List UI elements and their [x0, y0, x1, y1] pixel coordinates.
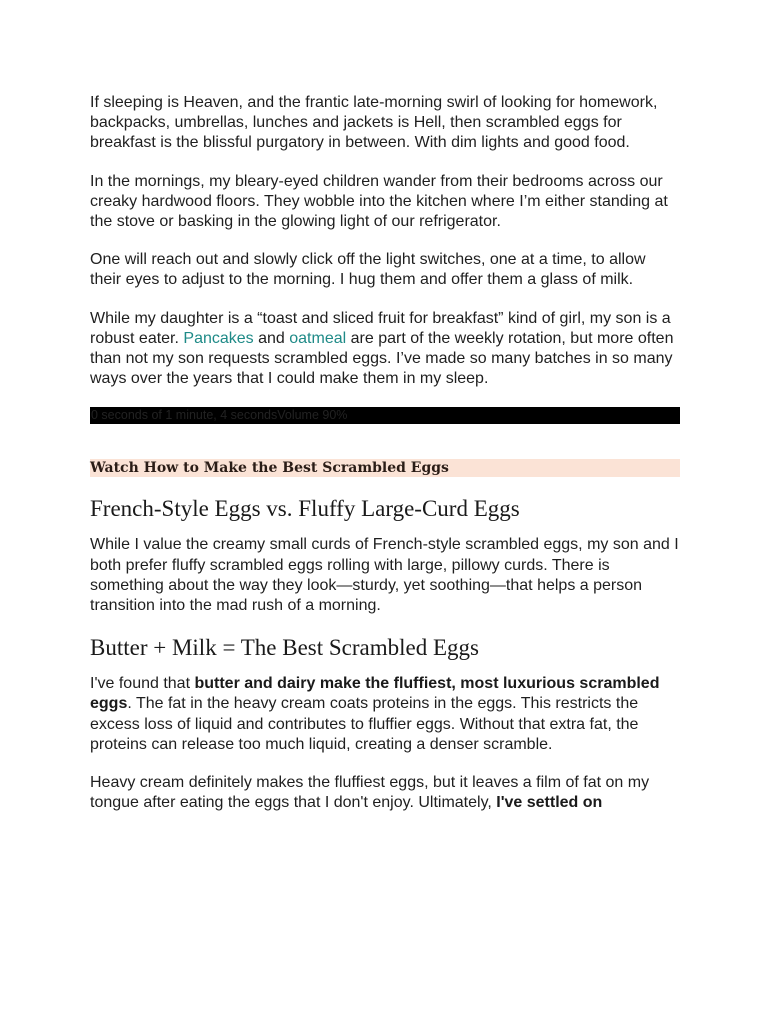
oatmeal-link[interactable]: oatmeal: [289, 329, 347, 347]
video-player-status-bar[interactable]: [90, 407, 680, 424]
paragraph-text: While my daughter is a “toast and sliced fruit for breakfast” kind of girl, my son is a robust eater.: [90, 309, 671, 347]
section-heading-french-style: French-Style Eggs vs. Fluffy Large-Curd Eggs: [90, 496, 520, 522]
paragraph-text: . The fat in the heavy cream coats proteins in the eggs. This restricts the excess loss of liquid and contributes to fluffier eggs. Without that extra fat, the proteins can release too much liquid, creating a denser scramble.: [90, 695, 639, 753]
section1-paragraph: While I value the creamy small curds of French-style scrambled eggs, my son and I both prefer fluffy scrambled eggs rolling with large, pillowy curds. There is something about the way they look—sturdy, yet soothing—that helps a person transition into the mad rush of a morning.: [90, 536, 679, 615]
section2-paragraph-1: [90, 674, 680, 755]
watch-video-heading: Watch How to Make the Best Scrambled Eggs: [90, 459, 680, 477]
paragraph-text: Heavy cream definitely makes the fluffiest eggs, but it leaves a film of fat on my tongue after eating the eggs that I don't enjoy. Ultimately,: [90, 774, 650, 812]
paragraph-text: and: [253, 329, 290, 347]
section2-paragraph-2: [90, 773, 680, 813]
video-status-text: 0 seconds of 1 minute, 4 secondsVolume 90%: [91, 408, 348, 423]
intro-paragraph-4: [90, 309, 680, 390]
bold-text: butter and dairy make the fluffiest, most luxurious scrambled eggs: [90, 675, 660, 713]
intro-paragraph-2: In the mornings, my bleary-eyed children wander from their bedrooms across our creaky hardwood floors. They wobble into the kitchen where I’m either standing at the stove or basking in the glowing light of our refrigerator.: [90, 172, 668, 231]
pancakes-link[interactable]: Pancakes: [183, 329, 254, 347]
paragraph-text: are part of the weekly rotation, but more often than not my son requests scrambled eggs. I’ve made so many batches in so many ways over the years that I could make them in my sleep.: [90, 329, 674, 388]
paragraph-text: I've found that: [90, 675, 195, 693]
section-heading-butter-milk: Butter + Milk = The Best Scrambled Eggs: [90, 635, 480, 661]
intro-paragraph-1: If sleeping is Heaven, and the frantic late-morning swirl of looking for homework, backpacks, umbrellas, lunches and jackets is Hell, then scrambled eggs for breakfast is the blissful purgatory in between. With dim lights and good food.: [90, 94, 658, 152]
intro-paragraph-3: One will reach out and slowly click off the light switches, one at a time, to allow their eyes to adjust to the morning. I hug them and offer them a glass of milk.: [90, 251, 646, 289]
bold-text: I've settled on: [496, 794, 603, 812]
article-body: [90, 93, 680, 831]
